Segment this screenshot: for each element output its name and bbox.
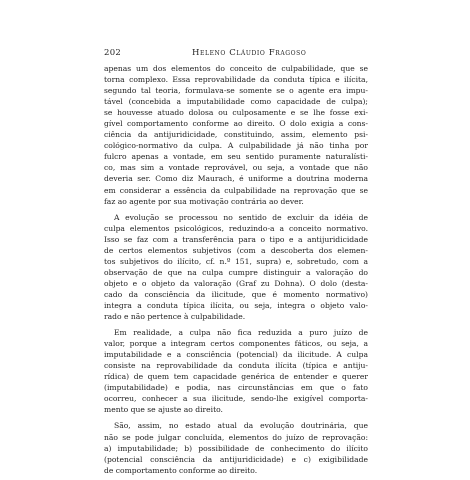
text-line: tável (concebida a imputabilidade como capacidade de culpa); <box>104 97 368 107</box>
text-line: (potencial consciência da antijuridicidade) e c) exigibilidade <box>104 454 368 464</box>
text-line: de certos elementos subjetivos (com a descoberta dos elemen- <box>104 245 368 255</box>
text-line: se houvesse atuado dolosa ou culposamente e se lhe fosse exi- <box>104 108 368 118</box>
text-line: rídica) de quem tem capacidade genérica de entender e querer <box>104 372 368 382</box>
text-line: integra a conduta típica ilícita, ou seja, integra o objeto valo- <box>104 300 368 310</box>
text-line: Isso se faz com a transferência para o tipo e a antijuridicidade <box>104 234 368 244</box>
page-header <box>104 48 366 60</box>
text-line: objeto e o objeto da valoração (Graf zu Dohna). O dolo (desta- <box>104 278 368 288</box>
text-line: São, assim, no estado atual da evolução doutrinária, que <box>114 421 368 431</box>
paragraph-1 <box>104 63 368 207</box>
text-line: co, mas sim a vontade reprovável, ou seja, a vontade que não <box>104 163 368 173</box>
paragraph-2 <box>104 212 368 322</box>
body-text <box>104 63 368 476</box>
text-line: fulcro apenas a vontade, em seu sentido puramente naturalísti- <box>104 152 368 162</box>
text-line: deveria ser. Como diz Maurach, é uniforme a doutrina moderna <box>104 174 368 184</box>
text-line: em considerar a essência da culpabilidade na reprovação que se <box>104 185 368 195</box>
text-line: de comportamento conforme ao direito. <box>104 465 258 475</box>
text-line: tos subjetivos do ilícito, cf. n.º 151, supra) e, sobretudo, com a <box>104 256 368 266</box>
text-line: a) imputabilidade; b) possibilidade de conhecimento do ilícito <box>104 443 368 453</box>
text-line: (imputabilidade) e podia, nas circunstâncias em que o fato <box>104 383 368 393</box>
running-head: Heleno Cláudio Fragoso <box>192 48 307 58</box>
text-line: consiste na reprovabilidade da conduta ilícita (típica e antiju- <box>104 361 368 371</box>
text-line: cado da consciência da ilicitude, que é momento normativo) <box>104 289 368 299</box>
text-line: imputabilidade e a consciência (potencial) da ilicitude. A culpa <box>104 350 368 360</box>
text-line: A evolução se processou no sentido de excluir da idéia de <box>114 212 368 222</box>
text-line: ciência da antijuridicidade, constituindo, assim, elemento psi- <box>104 130 368 140</box>
text-line: Em realidade, a culpa não fica reduzida a puro juízo de <box>114 328 368 338</box>
text-line: faz ao agente por sua motivação contrária ao dever. <box>104 196 304 206</box>
paragraph-3 <box>104 327 368 415</box>
text-line: apenas um dos elementos do conceito de culpabilidade, que se <box>104 64 368 73</box>
text-line: mento que se ajuste ao direito. <box>104 405 223 415</box>
text-line: ocorreu, conhecer a sua ilicitude, sendo-lhe exigível comporta- <box>104 394 368 404</box>
paragraph-4 <box>104 420 368 475</box>
text-line: culpa elementos psicológicos, reduzindo-a a conceito normativo. <box>104 223 368 233</box>
page-number: 202 <box>104 48 122 58</box>
text-line: cológico-normativo da culpa. A culpabilidade já não tinha por <box>104 141 368 151</box>
text-line: gível comportamento conforme ao direito. O dolo exigia a cons- <box>104 119 368 129</box>
text-line: observação de que na culpa cumpre distinguir a valoração do <box>104 267 368 277</box>
text-line: não se pode julgar concluída, elementos do juízo de reprovação: <box>104 432 368 442</box>
text-line: valor, porque a integram certos componentes fáticos, ou seja, a <box>104 339 368 349</box>
text-line: torna complexo. Essa reprovabilidade da conduta típica e ilícita, <box>104 75 368 85</box>
text-line: rado e não pertence à culpabilidade. <box>104 312 246 322</box>
text-line: segundo tal teoria, formulava-se somente se o agente era impu- <box>104 86 368 96</box>
